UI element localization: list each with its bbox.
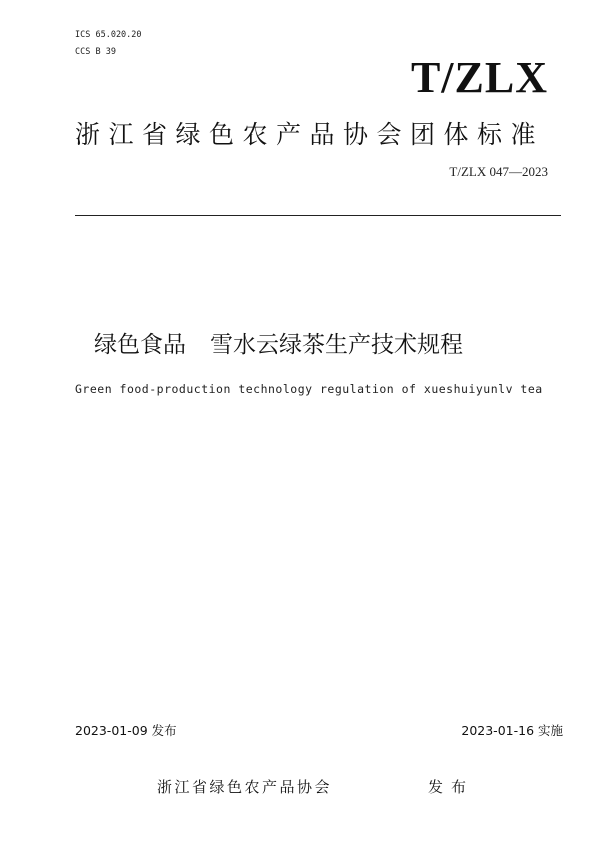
title-subject: 雪水云绿茶生产技术规程 <box>210 332 463 358</box>
standard-logo: T/ZLX <box>410 53 548 102</box>
publisher-organization: 浙江省绿色农产品协会 <box>157 778 333 796</box>
standard-number: T/ZLX 047—2023 <box>449 164 548 179</box>
implementation-date: 2023-01-16 实施 <box>461 723 563 738</box>
organization-standard-title: 浙江省绿色农产品协会团体标准 <box>75 120 545 149</box>
standard-title-chinese <box>94 326 463 359</box>
ccs-code: CCS B 39 <box>75 47 116 57</box>
header-divider <box>75 215 561 216</box>
ics-code: ICS 65.020.20 <box>75 30 142 40</box>
standard-title-english: Green food-production technology regulation of xueshuiyunlv tea <box>75 382 543 396</box>
title-category: 绿色食品 <box>94 332 186 358</box>
publish-label: 发布 <box>428 778 475 796</box>
issue-date: 2023-01-09 发布 <box>75 723 177 738</box>
